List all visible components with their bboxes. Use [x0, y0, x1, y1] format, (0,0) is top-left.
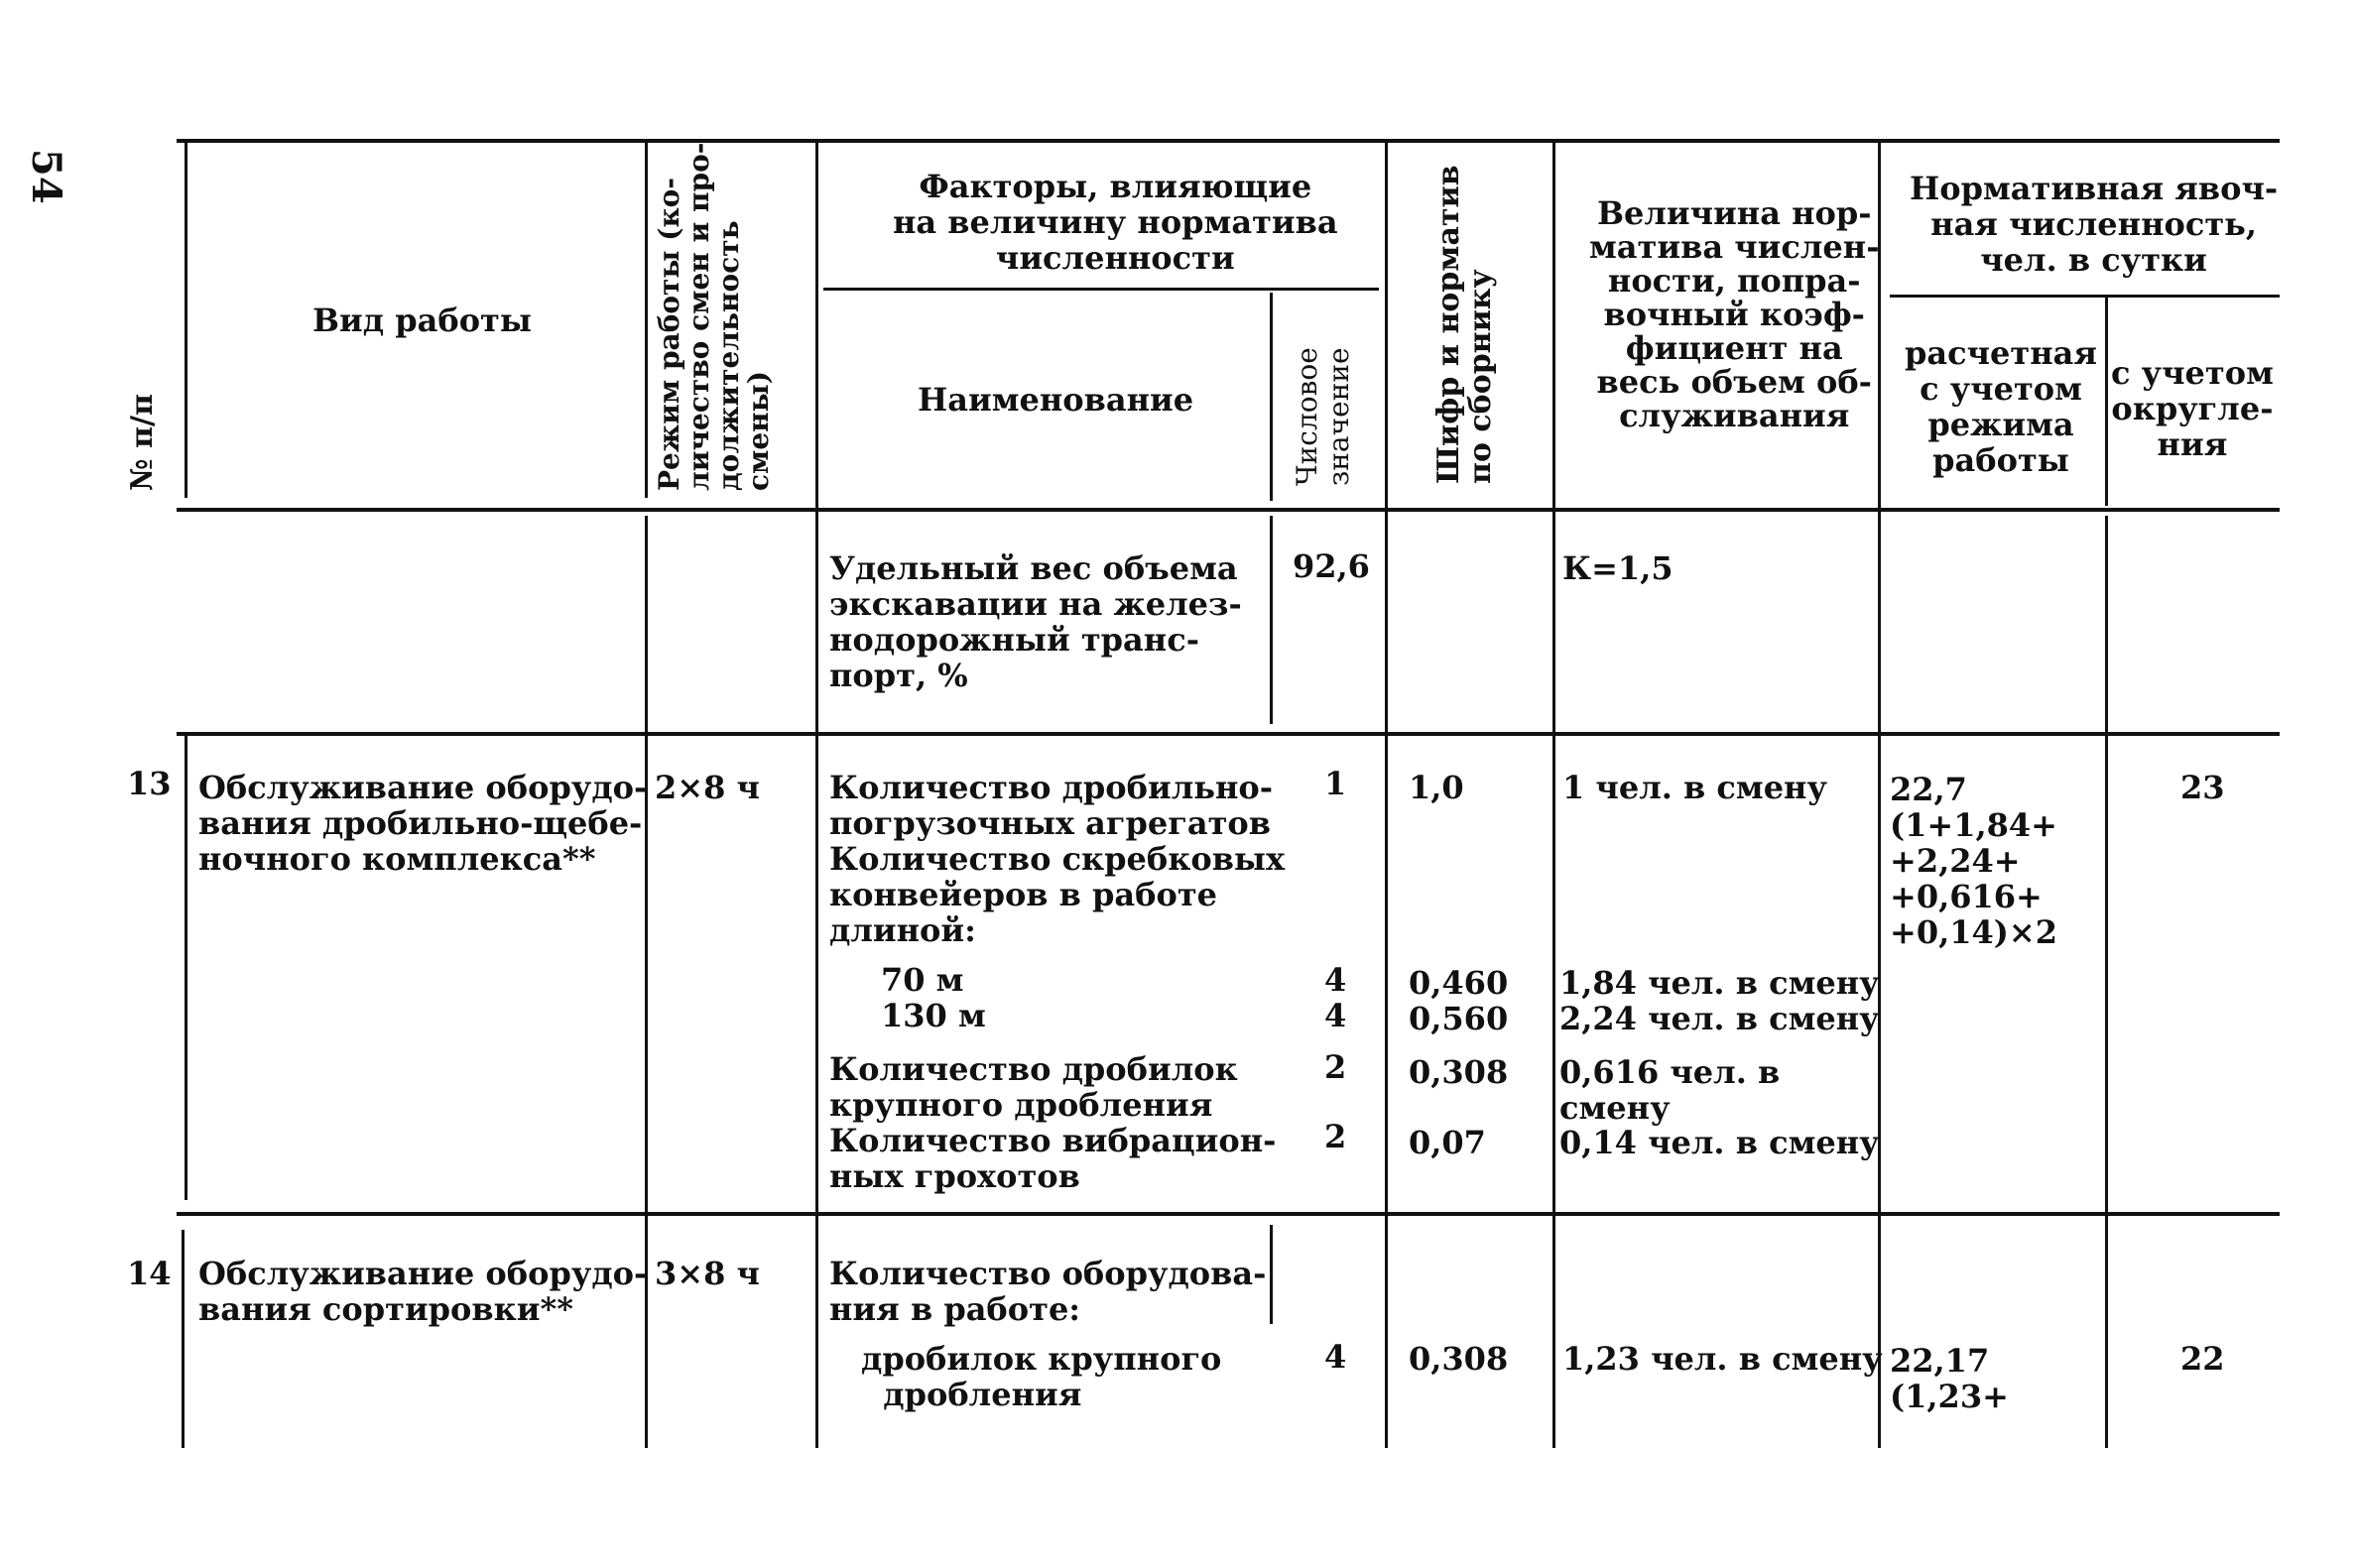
header-norm: Величина нор- матива числен- ности, попра- вочный коэф- фициент на весь объем об- служивания [1589, 194, 1880, 434]
row13-work: Обслуживание оборудо- вания дробильно-щебе- ночного комплекса** [198, 769, 648, 878]
row13-mode: 2×8 ч [655, 769, 760, 806]
header-factor-name: Наименование [918, 381, 1194, 419]
row13-fcrush: Количество дробилок крупного дробления [829, 1050, 1238, 1124]
row13-v5: 2 [1324, 1118, 1347, 1155]
header-code: Шифр и норматив по сборнику [1431, 165, 1498, 484]
col-line-8b [2105, 516, 2108, 1448]
col-line-1b [185, 734, 187, 1200]
page-number: 54 [23, 149, 69, 204]
row14-calc: 22,17 (1,23+ [1890, 1342, 2009, 1415]
row13-v4: 2 [1324, 1048, 1347, 1086]
row13-c4: 0,308 [1409, 1053, 1509, 1091]
col-line-4c [1270, 1225, 1273, 1324]
row13-n2: 1,84 чел. в смену [1559, 964, 1880, 1002]
header-attendance: Нормативная явоч- ная численность, чел. в сутки [1910, 170, 2279, 279]
row13-num: 13 [127, 765, 172, 802]
row14-mode: 3×8 ч [655, 1255, 760, 1292]
row13-c1: 1,0 [1409, 769, 1464, 806]
row0-norm: К=1,5 [1562, 549, 1674, 587]
row0-value: 92,6 [1293, 547, 1370, 585]
attendance-sub-rule [1890, 295, 2280, 298]
row13-c2: 0,460 [1409, 964, 1509, 1002]
header-bottom-rule [177, 508, 2280, 512]
row14-sub: дробилок крупного дробления [861, 1340, 1222, 1413]
factors-sub-rule [823, 288, 1379, 291]
col-line-3 [815, 141, 818, 1448]
col-line-1c [182, 1230, 185, 1448]
col-line-8 [2105, 298, 2108, 506]
row13-c5: 0,07 [1409, 1124, 1486, 1161]
row13-n5: 0,14 чел. в смену [1559, 1124, 1880, 1161]
row0-factor: Удельный вес объема экскавации на желез- нодорожный транс- порт, % [829, 549, 1242, 694]
header-rounded: с учетом округле- ния [2111, 354, 2274, 463]
row14-v1: 4 [1324, 1338, 1347, 1376]
row14-n1: 1,23 чел. в смену [1562, 1340, 1883, 1378]
row13-factors: Количество дробильно- погрузочных агрегатов Количество скребковых конвейеров в работе длиной: [829, 769, 1286, 949]
col-line-2 [645, 141, 648, 498]
col-line-4b [1270, 516, 1273, 724]
col-line-6 [1552, 141, 1555, 1448]
row14-work: Обслуживание оборудо- вания сортировки** [198, 1255, 648, 1328]
row13-n4: 0,616 чел. в смену [1559, 1053, 1781, 1127]
row13-v2: 4 [1324, 961, 1347, 999]
row13-n1: 1 чел. в смену [1562, 769, 1827, 806]
row14-top-rule [177, 1212, 2280, 1216]
row13-calc: 22,7 (1+1,84+ +2,24+ +0,616+ +0,14)×2 [1890, 771, 2057, 951]
row13-c3: 0,560 [1409, 1000, 1509, 1037]
col-line-1 [185, 141, 187, 498]
row13-v1: 1 [1324, 765, 1347, 802]
row14-factors: Количество оборудова- ния в работе: [829, 1255, 1267, 1328]
header-work-type: Вид работы [312, 302, 532, 339]
table-top-rule [177, 139, 2280, 143]
header-factors: Факторы, влияющие на величину норматива численности [893, 168, 1338, 277]
header-num: № п/п [125, 394, 160, 491]
header-factor-value: Числовое значение [1291, 347, 1355, 486]
row13-fscreen: Количество вибрацион- ных грохотов [829, 1122, 1277, 1195]
row14-c1: 0,308 [1409, 1340, 1509, 1378]
col-line-4 [1270, 293, 1273, 501]
row13-v3: 4 [1324, 997, 1347, 1034]
row14-rounded: 22 [2180, 1340, 2225, 1378]
row13-n3: 2,24 чел. в смену [1559, 1000, 1880, 1037]
col-line-5 [1385, 141, 1388, 1448]
row14-num: 14 [127, 1255, 172, 1292]
row13-f70: 70 м [881, 961, 964, 999]
row13-rounded: 23 [2180, 769, 2225, 806]
header-calc: расчетная с учетом режима работы [1905, 334, 2097, 479]
header-mode: Режим работы (ко- личество смен и про- должительность смены) [653, 142, 775, 491]
row13-f130: 130 м [881, 997, 986, 1034]
row13-top-rule [177, 732, 2280, 736]
